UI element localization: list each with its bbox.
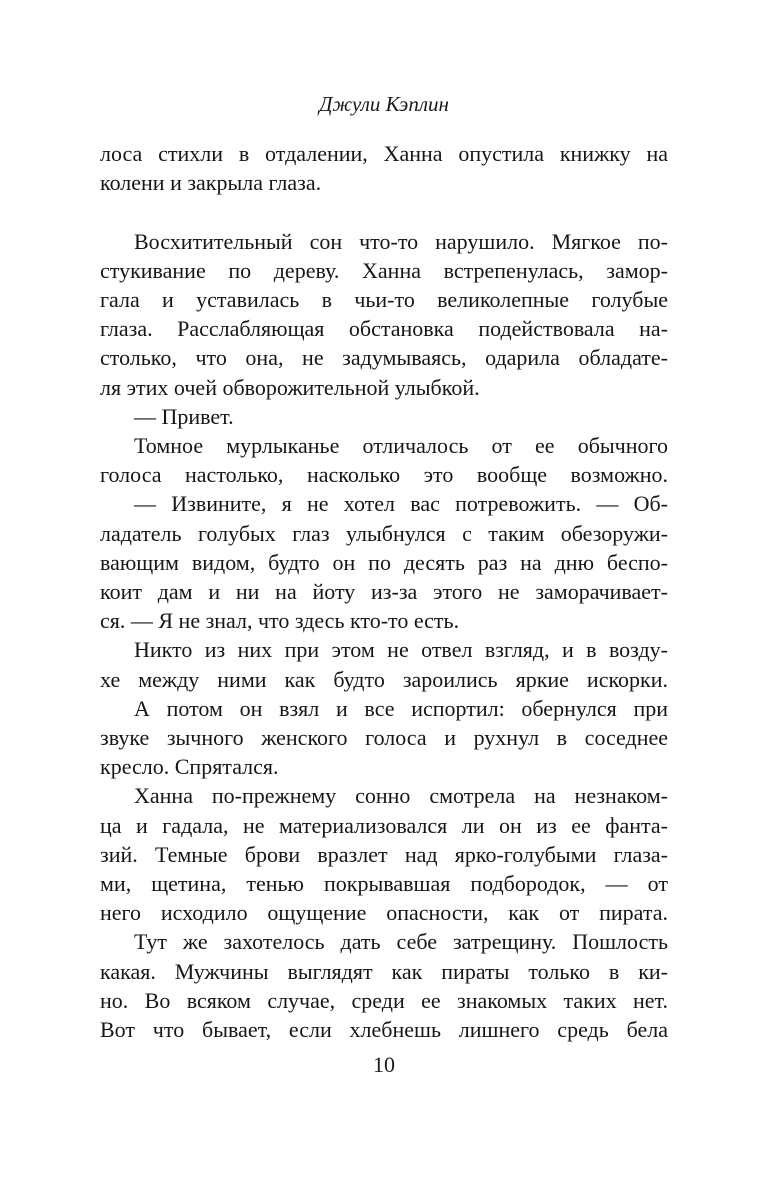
paragraph bbox=[100, 431, 668, 489]
text-line: него исходило ощущение опасности, как от пирата. bbox=[100, 900, 668, 926]
text-line: Ханна по-прежнему сонно смотрела на незнаком- bbox=[134, 783, 668, 809]
text-line: столько, что она, не задумываясь, одарила обладате- bbox=[100, 345, 668, 371]
text-line: А потом он взял и все испортил: обернулся при bbox=[134, 695, 668, 721]
text-line: звуке зычного женского голоса и рухнул в соседнее bbox=[100, 725, 668, 751]
text-line: голоса настолько, насколько это вообще возможно. bbox=[100, 462, 668, 488]
paragraph bbox=[100, 489, 668, 635]
page-number: 10 bbox=[373, 1052, 395, 1077]
text-line: гала и уставилась в чьи-то великолепные голубые bbox=[100, 287, 668, 312]
paragraph bbox=[100, 635, 668, 693]
text-line: лоса стихли в отдалении, Ханна опустила книжку на bbox=[100, 141, 668, 166]
text-line: но. Во всяком случае, среди ее знакомых таких нет. bbox=[100, 987, 668, 1013]
text-line: стукивание по дереву. Ханна встрепенулась, замор- bbox=[100, 257, 668, 283]
text-line: Томное мурлыканье отличалось от ее обычного bbox=[134, 433, 668, 459]
text-line: Никто из них при этом не отвел взгляд, и в возду- bbox=[134, 637, 668, 663]
paragraph bbox=[100, 927, 668, 1044]
page-body bbox=[100, 139, 668, 1044]
text-line: ца и гадала, не материализовался ли он из ее фанта- bbox=[100, 812, 668, 838]
text-line: Тут же захотелось дать себе затрещину. Пошлость bbox=[134, 929, 668, 955]
text-line: ся. — Я не знал, что здесь кто-то есть. bbox=[100, 608, 460, 634]
text-line: ми, щетина, тенью покрывавшая подбородок, — от bbox=[100, 871, 668, 897]
text-line: глаза. Расслабляющая обстановка подействовала на- bbox=[100, 316, 668, 342]
text-line: хе между ними как будто зароились яркие искорки. bbox=[100, 666, 668, 692]
text-line: какая. Мужчины выглядят как пираты только в ки- bbox=[100, 958, 668, 984]
paragraph bbox=[100, 402, 668, 431]
text-line: — Извините, я не хотел вас потревожить. — Об- bbox=[134, 491, 668, 517]
paragraph bbox=[100, 139, 668, 197]
text-line: ля этих очей обворожительной улыбкой. bbox=[100, 374, 480, 400]
text-line: вающим видом, будто он по десять раз на дню беспо- bbox=[100, 549, 668, 575]
paragraph bbox=[100, 227, 668, 402]
running-header: Джули Кэплин bbox=[319, 92, 449, 116]
paragraph bbox=[100, 781, 668, 927]
text-line: — Привет. bbox=[134, 403, 234, 429]
text-line: зий. Темные брови вразлет над ярко-голубыми глаза- bbox=[100, 841, 668, 867]
text-line: кресло. Спрятался. bbox=[100, 754, 279, 780]
text-line: ладатель голубых глаз улыбнулся с таким обезоружи- bbox=[100, 520, 668, 546]
text-line: Восхитительный сон что-то нарушило. Мягкое по- bbox=[134, 228, 668, 254]
text-line: Вот что бывает, если хлебнешь лишнего средь бела bbox=[100, 1017, 668, 1043]
text-line: коит дам и ни на йоту из-за этого не заморачивает- bbox=[100, 579, 668, 605]
text-line: колени и закрыла глаза. bbox=[100, 170, 322, 196]
paragraph bbox=[100, 694, 668, 782]
